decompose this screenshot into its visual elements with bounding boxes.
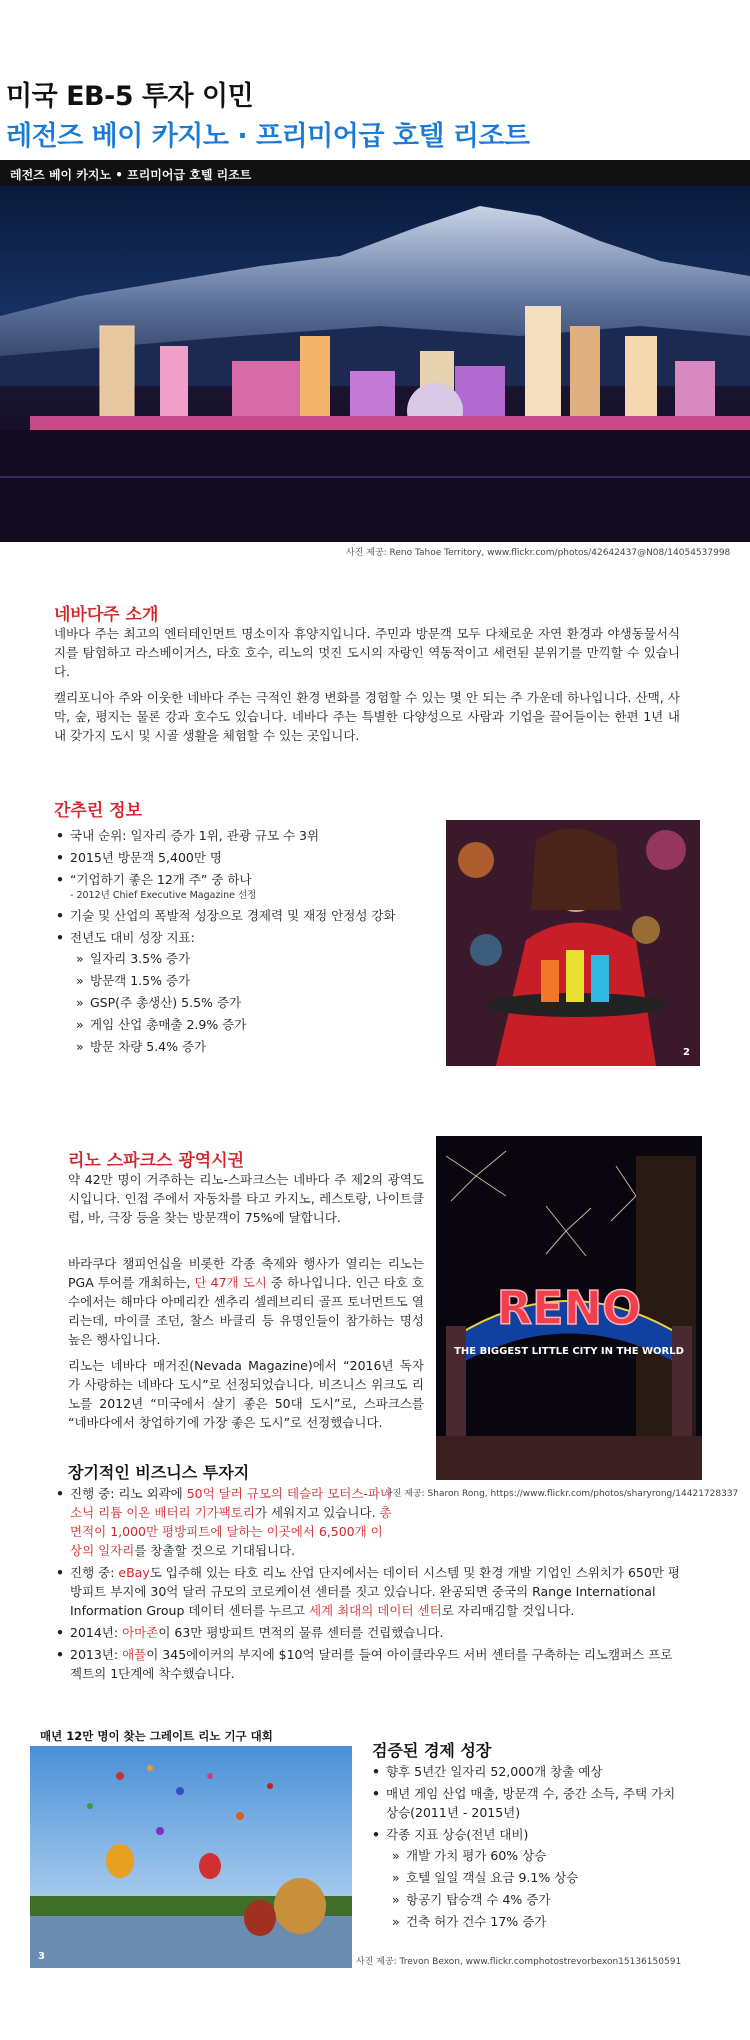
list-item: » 방문 차량 5.4% 증가	[54, 1037, 444, 1056]
reno-heading: 리노 스파크스 광역시권	[68, 1151, 245, 1171]
balloon-illustration	[30, 1746, 352, 1968]
nevada-heading: 네바다주 소개	[54, 605, 159, 625]
photo-number: 3	[38, 1951, 45, 1962]
nevada-paragraph-1: 네바다 주는 최고의 엔터테인먼트 명소이자 휴양지입니다. 주민과 방문객 모두 다채로운 자연 환경과 야생동물서식지를 탐험하고 라스베이거스, 타호 호수, 리노의 멋진 도시의 자랑인 역동적이고 세련된 분위기를 만끽할 수 있습니다.	[54, 626, 680, 679]
list-item: • 국내 순위: 일자리 증가 1위, 관광 규모 수 3위	[54, 826, 444, 845]
hero-photo-reno-skyline	[0, 186, 750, 542]
casino-illustration	[446, 820, 700, 1066]
longterm-list	[54, 1484, 684, 1686]
list-note: - 2012년 Chief Executive Magazine 선정	[70, 890, 257, 901]
list-item: » 게임 산업 총매출 2.9% 증가	[54, 1015, 444, 1034]
nevada-paragraph-2: 캘리포니아 주와 이웃한 네바다 주는 극적인 환경 변화를 경험할 수 있는 몇 안 되는 주 가운데 하나입니다. 산맥, 사막, 숲, 평지는 물론 강과 호수도 있습니다. 네바다 주는 특별한 다양성으로 사람과 기업을 끌어들이는 한편 1년 내내 갖가지 도시 및 시골 생활을 체험할 수 있는 곳입니다.	[54, 690, 680, 743]
list-item: • 진행 중: 리노 외곽에 50억 달러 규모의 테슬라 모터스-파나소닉 리튬 이온 배터리 기가팩토리가 세워지고 있습니다. 총 면적이 1,000만 평방피트에 달하는 이곳에서 6,500개 이상의 일자리를 창출할 것으로 기대됩니다.	[54, 1484, 684, 1560]
list-item: • 2013년: 애플이 345에이커의 부지에 $10억 달러를 들여 아이클라우드 서버 센터를 구축하는 리노캠퍼스 프로젝트의 1단계에 착수했습니다.	[54, 1645, 684, 1683]
proven-growth-sublist	[386, 1846, 690, 1931]
brief-list	[54, 826, 444, 1059]
page-title: 미국 EB-5 투자 이민	[6, 81, 254, 112]
list-item: • 전년도 대비 성장 지표: » 일자리 3.5% 증가 » 방문객 1.5% 증가 » GSP(주 총생산) 5.5% 증가 » 게임 산업 총매출 2.9% 증가 » 방문 차량 5.4% 증가	[54, 928, 444, 1056]
list-item: • 매년 게임 산업 매출, 방문객 수, 중간 소득, 주택 가치 상승(2011년 - 2015년)	[370, 1784, 690, 1822]
page-subtitle: 레전즈 베이 카지노 · 프리미어급 호텔 리조트	[6, 121, 530, 152]
reno-paragraph-3: 리노는 네바다 매거진(Nevada Magazine)에서 “2016년 독자가 사랑하는 네바다 도시”로 선정되었습니다. 비즈니스 위크도 리노를 2012년 “미국에서 살기 좋은 50대 도시”로, 스파크스를 “네바다에서 창업하기에 가장 좋은 도시”로 선정했습니다.	[68, 1358, 424, 1430]
list-item: • “기업하기 좋은 12개 주” 중 하나 - 2012년 Chief Executive Magazine 선정	[54, 870, 444, 903]
proven-heading: 검증된 경제 성장	[372, 1741, 492, 1760]
list-item: • 향후 5년간 일자리 52,000개 창출 예상	[370, 1762, 690, 1781]
reno-arch-illustration	[436, 1136, 702, 1480]
skyline-illustration	[0, 186, 750, 542]
hero-banner: 레전즈 베이 카지노 • 프리미어급 호텔 리조트	[0, 160, 750, 186]
reno-photo-credit: 사진 제공: Sharon Rong, https://www.flickr.com/photos/sharyrong/14421728337	[384, 1489, 739, 1499]
list-item: • 기술 및 산업의 폭발적 성장으로 경제력 및 재정 안정성 강화	[54, 906, 444, 925]
list-item: • 진행 중: eBay도 입주해 있는 타호 리노 산업 단지에서는 데이터 시스템 및 환경 개발 기업인 스위치가 650만 평방피트 부지에 30억 달러 규모의 코로케이션 센터를 짓고 있습니다. 완공되면 중국의 Range International Information Group 데이터 센터를 누르고 세계 최대의 데이터 센터로 자리매김할 것입니다.	[54, 1563, 684, 1620]
list-item: » 방문객 1.5% 증가	[54, 971, 444, 990]
list-item: • 2015년 방문객 5,400만 명	[54, 848, 444, 867]
casino-photo	[446, 820, 700, 1066]
reno-paragraph-1: 약 42만 명이 거주하는 리노-스파크스는 네바다 주 제2의 광역도시입니다. 인접 주에서 자동차를 타고 카지노, 레스토랑, 나이트클럽, 바, 극장 등을 찾는 방문객이 75%에 달합니다.	[68, 1172, 424, 1225]
list-item: » 호텔 일일 객실 요금 9.1% 상승	[370, 1868, 690, 1887]
brief-heading: 간추린 정보	[54, 801, 143, 821]
reno-paragraph-2: 바라쿠다 챔피언십을 비롯한 각종 축제와 행사가 열리는 리노는 PGA 투어를 개최하는, 단 47개 도시 중 하나입니다. 인근 타호 호수에서는 해마다 아메리칸 센추리 셀레브리티 골프 토너먼트도 열리는데, 마이클 조던, 찰스 바클리 등 유명인들이 참가하는 명성 높은 행사입니다.	[68, 1256, 425, 1347]
reno-sign-text: RENO	[496, 1281, 642, 1335]
balloon-photo	[30, 1746, 352, 1968]
list-item: • 각종 지표 상승(전년 대비) » 개발 가치 평가 60% 상승 » 호텔 일일 객실 요금 9.1% 상승 » 항공기 탑승객 수 4% 증가 » 건축 허가 건수 17% 증가	[370, 1825, 690, 1931]
photo-number: 2	[683, 1047, 690, 1058]
reno-arch-photo	[436, 1136, 702, 1480]
list-item: » 건축 허가 건수 17% 증가	[370, 1912, 690, 1931]
reno-arch-slogan: THE BIGGEST LITTLE CITY IN THE WORLD	[454, 1346, 684, 1357]
list-item: » GSP(주 총생산) 5.5% 증가	[54, 993, 444, 1012]
list-item: » 항공기 탑승객 수 4% 증가	[370, 1890, 690, 1909]
list-item: » 일자리 3.5% 증가	[54, 949, 444, 968]
growth-sublist	[70, 949, 444, 1056]
longterm-heading: 장기적인 비즈니스 투자지	[68, 1463, 250, 1482]
list-item: • 2014년: 아마존이 63만 평방피트 면적의 물류 센터를 건립했습니다.	[54, 1623, 684, 1642]
hero-photo-credit: 사진 제공: Reno Tahoe Territory, www.flickr.com/photos/42642437@N08/14054537998	[346, 548, 731, 558]
balloon-caption: 매년 12만 명이 찾는 그레이트 리노 기구 대회	[40, 1729, 273, 1743]
balloon-photo-credit: 사진 제공: Trevon Bexon, www.flickr.comphotostrevorbexon15136150591	[356, 1957, 682, 1967]
proven-list	[370, 1762, 690, 1934]
list-item: » 개발 가치 평가 60% 상승	[370, 1846, 690, 1865]
